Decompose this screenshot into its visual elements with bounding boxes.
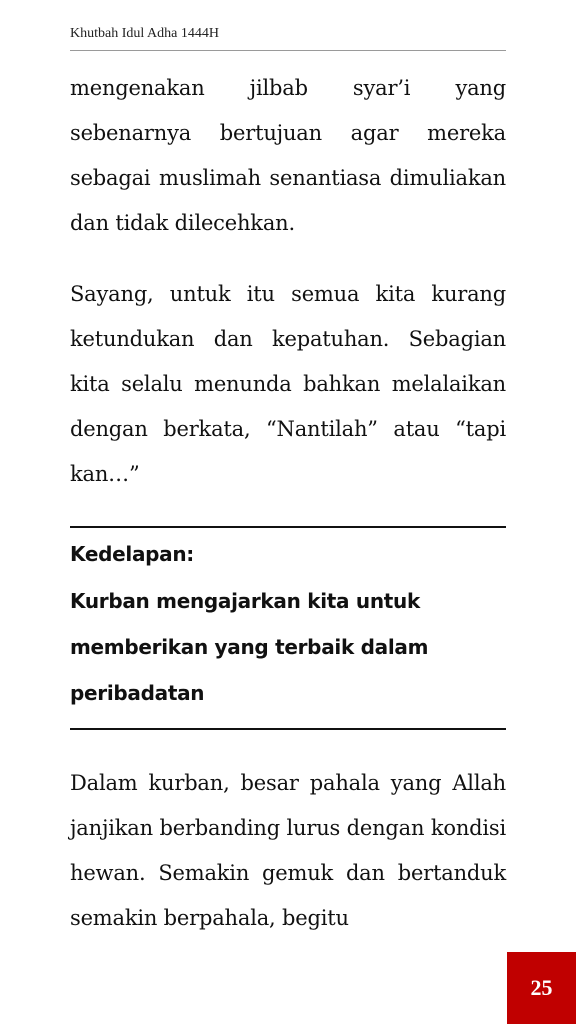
section-rule-top [70, 526, 506, 528]
section-rule-bottom [70, 728, 506, 730]
header-divider [70, 50, 506, 51]
body-paragraph-1: mengenakan jilbab syar’i yang sebenarnya bertujuan agar mereka sebagai muslimah senantiasa dimuliakan dan tidak dilecehkan. [70, 76, 506, 235]
page-number: 25 [530, 975, 553, 1000]
page-number-badge [507, 952, 576, 1024]
section-label: Kedelapan: [70, 542, 194, 566]
running-header: Khutbah Idul Adha 1444H [70, 26, 219, 41]
body-paragraph-3: Dalam kurban, besar pahala yang Allah janjikan berbanding lurus dengan kondisi hewan. Semakin gemuk dan bertanduk semakin berpahala, begitu [70, 771, 506, 930]
section-title: Kurban mengajarkan kita untuk memberikan yang terbaik dalam peribadatan [70, 589, 429, 705]
body-paragraph-2: Sayang, untuk itu semua kita kurang ketundukan dan kepatuhan. Sebagian kita selalu menunda bahkan melalaikan dengan berkata, “Nantilah” atau “tapi kan…” [70, 282, 506, 486]
